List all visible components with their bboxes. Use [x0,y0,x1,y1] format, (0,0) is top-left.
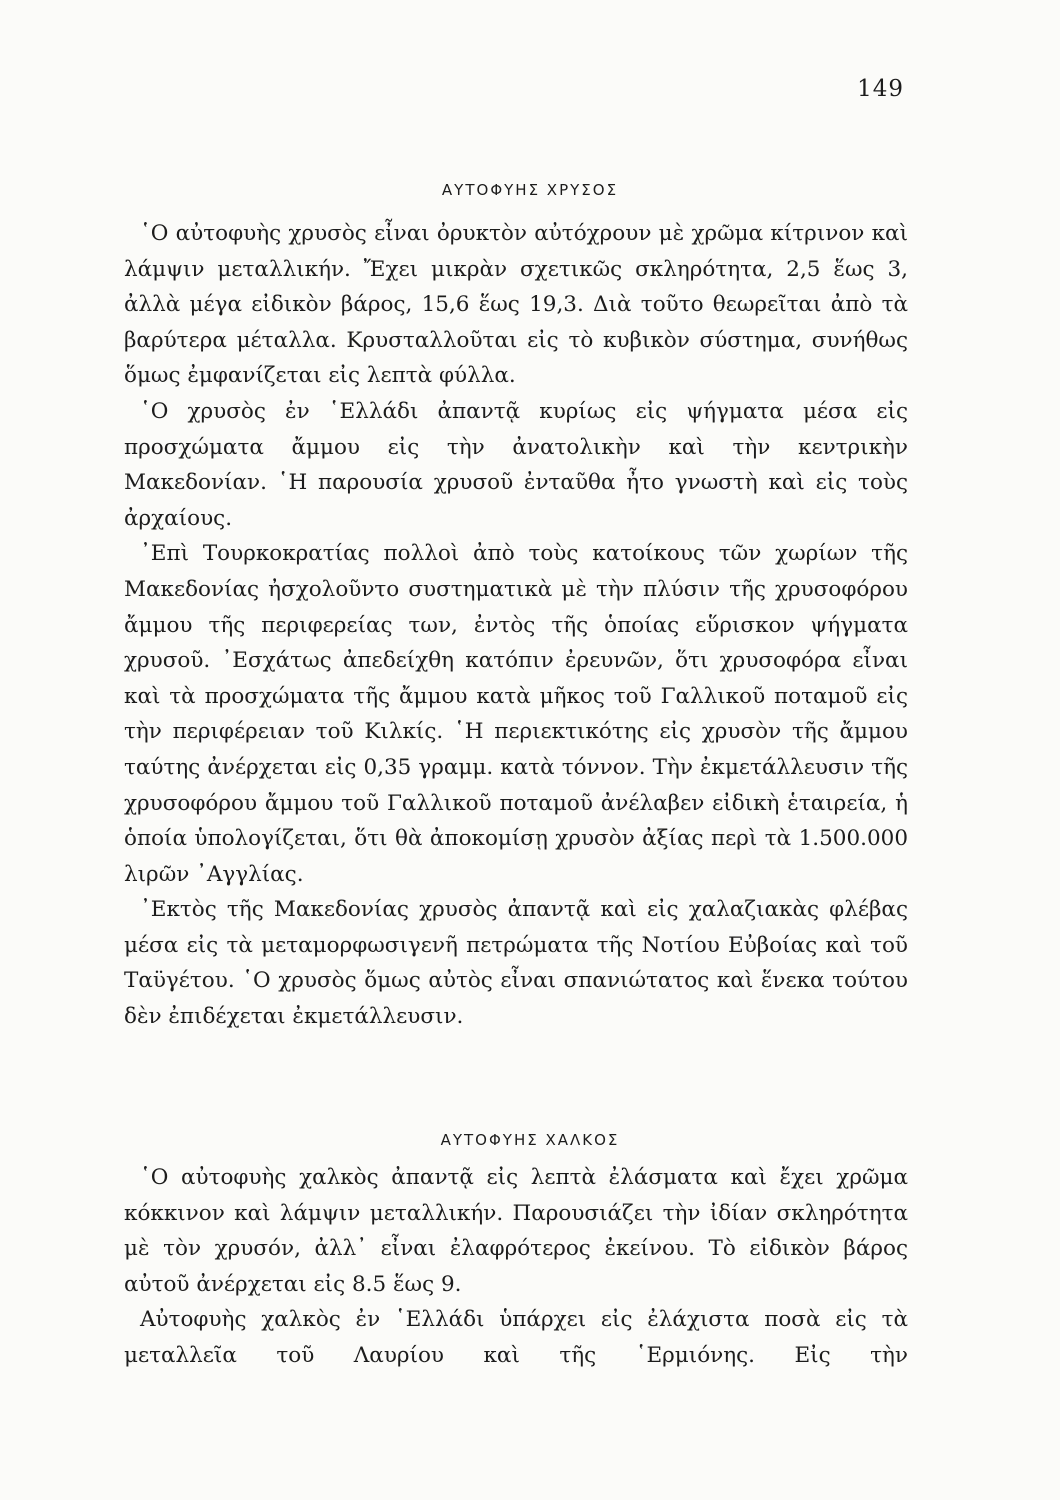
section-body-native-copper [124,1160,908,1374]
section-heading-native-copper: ΑΥΤΟΦΥΗΣ ΧΑΛΚΟΣ [440,1131,620,1149]
paragraph: ῾Ο χρυσὸς ἐν ῾Ελλάδι ἀπαντᾷ κυρίως εἰς ψήγματα μέσα εἰς προσχώματα ἄμμου εἰς τὴν ἀνατολικὴν καὶ τὴν κεντρικὴν Μακεδονίαν. ῾Η παρουσία χρυσοῦ ἐνταῦθα ἦτο γνωστὴ καὶ εἰς τοὺς ἀρχαίους. [124,398,908,531]
paragraph: Αὐτοφυὴς χαλκὸς ἐν ῾Ελλάδι ὑπάρχει εἰς ἐλάχιστα ποσὰ εἰς τὰ μεταλλεῖα τοῦ Λαυρίου καὶ τῆς ῾Ερμιόνης. Εἰς τὴν [124,1307,908,1368]
paragraph: ῾Ο αὐτοφυὴς χρυσὸς εἶναι ὀρυκτὸν αὐτόχρουν μὲ χρῶμα κίτρινον καὶ λάμψιν μεταλλικήν. Ἔχει μικρὰν σχετικῶς σκληρότητα, 2,5 ἕως 3, ἀλλὰ μέγα εἰδικὸν βάρος, 15,6 ἕως 19,3. Διὰ τοῦτο θεωρεῖται ἀπὸ τὰ βαρύτερα μέταλλα. Κρυσταλλοῦται εἰς τὸ κυβικὸν σύστημα, συνήθως ὅμως ἐμφανίζεται εἰς λεπτὰ φύλλα. [124,221,908,389]
paragraph: ᾿Επὶ Τουρκοκρατίας πολλοὶ ἀπὸ τοὺς κατοίκους τῶν χωρίων τῆς Μακεδονίας ἠσχολοῦντο συστηματικὰ μὲ τὴν πλύσιν τῆς χρυσοφόρου ἄμμου τῆς περιφερείας των, ἐντὸς τῆς ὁποίας εὕρισκον ψήγματα χρυσοῦ. ᾿Εσχάτως ἀπεδείχθη κατόπιν ἐρευνῶν, ὅτι χρυσοφόρα εἶναι καὶ τὰ προσχώματα τῆς ἄμμου κατὰ μῆκος τοῦ Γαλλικοῦ ποταμοῦ εἰς τὴν περιφέρειαν τοῦ Κιλκίς. ῾Η περιεκτικότης εἰς χρυσὸν τῆς ἄμμου ταύτης ἀνέρχεται εἰς 0,35 γραμμ. κατὰ τόννον. Τὴν ἐκμετάλλευσιν τῆς χρυσοφόρου ἄμμου τοῦ Γαλλικοῦ ποταμοῦ ἀνέλαβεν εἰδικὴ ἑταιρεία, ἡ ὁποία ὑπολογίζεται, ὅτι θὰ ἀποκομίσῃ χρυσὸν ἀξίας περὶ τὰ 1.500.000 λιρῶν ᾿Αγγλίας. [124,541,908,887]
page-number: 149 [857,76,904,102]
paragraph: ᾿Εκτὸς τῆς Μακεδονίας χρυσὸς ἀπαντᾷ καὶ εἰς χαλαζιακὰς φλέβας μέσα εἰς τὰ μεταμορφωσιγενῆ πετρώματα τῆς Νοτίου Εὐβοίας καὶ τοῦ Ταϋγέτου. ῾Ο χρυσὸς ὅμως αὐτὸς εἶναι σπανιώτατος καὶ ἕνεκα τούτου δὲν ἐπιδέχεται ἐκμετάλλευσιν. [124,897,908,1030]
section-body-native-gold [124,216,908,1035]
paragraph: ῾Ο αὐτοφυὴς χαλκὸς ἀπαντᾷ εἰς λεπτὰ ἐλάσματα καὶ ἔχει χρῶμα κόκκινον καὶ λάμψιν μεταλλικήν. Παρουσιάζει τὴν ἰδίαν σκληρότητα μὲ τὸν χρυσόν, ἀλλ᾿ εἶναι ἐλαφρότερος ἐκείνου. Τὸ εἰδικὸν βάρος αὐτοῦ ἀνέρχεται εἰς 8.5 ἕως 9. [124,1165,908,1297]
section-heading-native-gold: ΑΥΤΟΦΥΗΣ ΧΡΥΣΟΣ [441,181,619,199]
